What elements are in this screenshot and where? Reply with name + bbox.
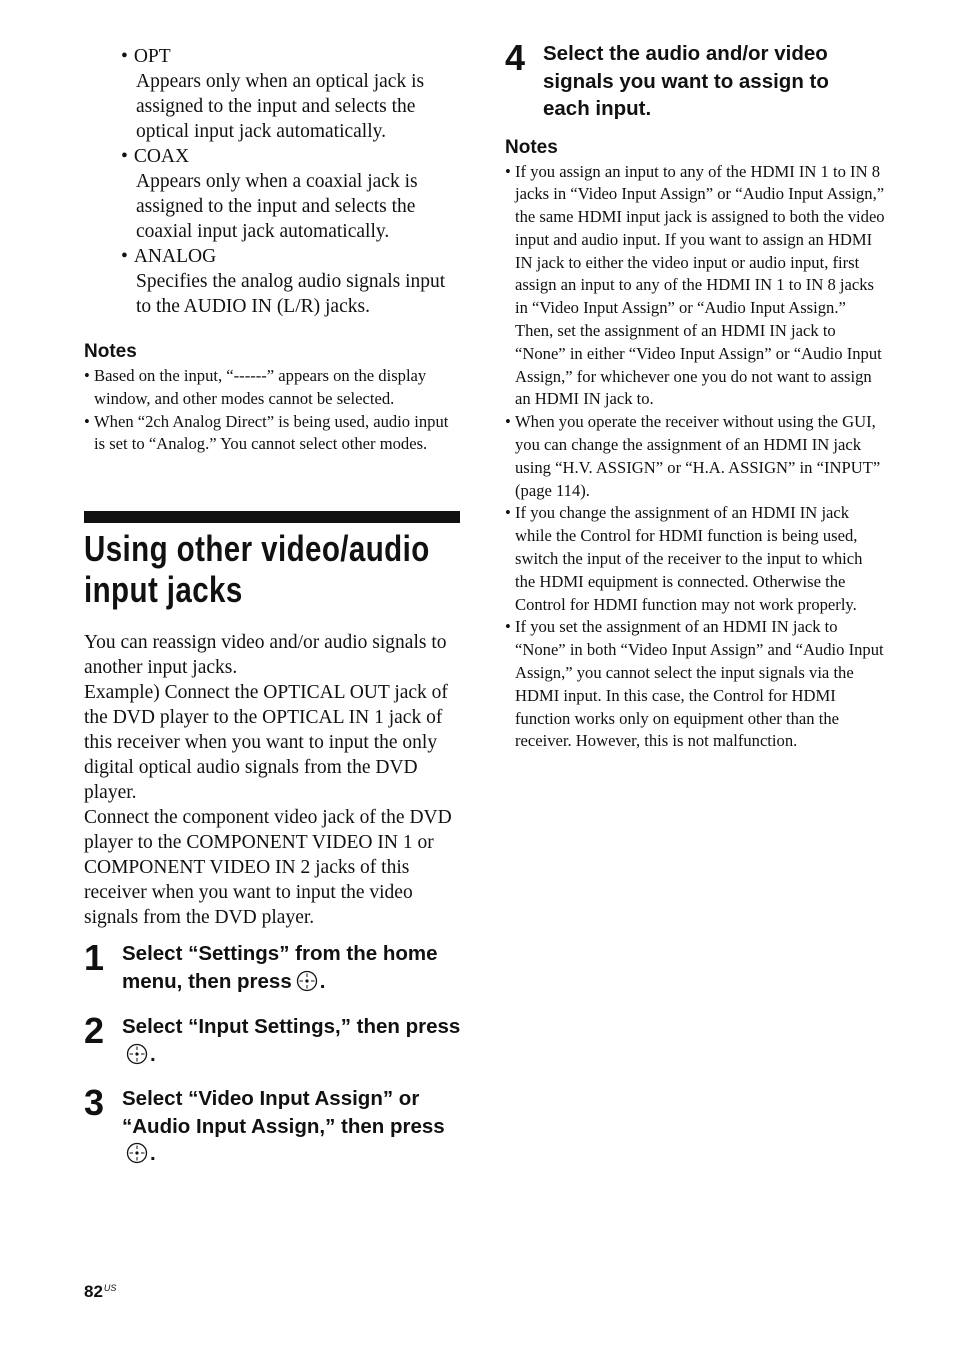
note-item: • If you assign an input to any of the HDMI IN 1 to IN 8 jacks in “Video Input Assign” or “Audio Input Assign,” the same HDMI input jack is assigned to both the video input and audio input. If you want to assign an HDMI IN jack to either the video input or audio input, first assign an input to any of the HDMI IN 1 to IN 8 jacks in “Video Input Assign” or “Audio Input Assign.” Then, set the assignment of an HDMI IN jack to “None” in either “Video Input Assign” or “Audio Input Assign,” for whichever one you do not want to assign an HDMI IN jack to. (505, 161, 885, 412)
note-item: • When “2ch Analog Direct” is being used, audio input is set to “Analog.” You cannot select other modes. (84, 411, 462, 457)
step-1 (84, 937, 464, 995)
notes-heading: Notes (505, 136, 558, 158)
left-column (84, 44, 462, 456)
input-mode-name: • OPT (121, 44, 447, 69)
input-mode-item (121, 244, 462, 319)
input-mode-description: Specifies the analog audio signals input to the AUDIO IN (L/R) jacks. (136, 271, 446, 317)
enter-button-icon (296, 970, 318, 992)
page-number (84, 1282, 116, 1302)
step-number: 1 (84, 937, 105, 978)
note-item: • If you set the assignment of an HDMI IN jack to “None” in both “Video Input Assign” and “Audio Input Assign,” you cannot select the input signals via the HDMI input. In this case, the Control for HDMI function works only on equipment other than the receiver. However, this is not malfunction. (505, 616, 885, 753)
step-end-punct: . (319, 969, 326, 993)
step-number: 3 (84, 1082, 105, 1123)
notes-heading: Notes (84, 341, 137, 362)
step-end-punct: . (150, 1042, 156, 1066)
input-mode-name: • COAX (121, 144, 447, 169)
page-number-value: 82 (84, 1282, 103, 1301)
input-mode-name: • ANALOG (121, 244, 447, 269)
input-mode-item (121, 44, 462, 144)
right-column (505, 37, 885, 753)
page-region: US (103, 1283, 117, 1293)
enter-button-icon (126, 1142, 148, 1164)
section-intro (84, 630, 462, 930)
intro-paragraph: Example) Connect the OPTICAL OUT jack of the DVD player to the OPTICAL IN 1 jack of this receiver when you want to input the only digital optical audio signals from the DVD player. (84, 682, 448, 803)
step-text: Select “Video Input Assign” or “Audio Input Assign,” then press (122, 1087, 445, 1138)
step-2 (84, 1010, 464, 1068)
step-text: Select “Settings” from the home menu, then press (122, 942, 438, 993)
input-mode-description: Appears only when a coaxial jack is assigned to the input and selects the coaxial input jack automatically. (136, 171, 418, 242)
notes-list (84, 365, 462, 456)
intro-paragraph: Connect the component video jack of the DVD player to the COMPONENT VIDEO IN 1 or COMPONENT VIDEO IN 2 jacks of this receiver when you want to input the video signals from the DVD player. (84, 807, 452, 928)
step-end-punct: . (150, 1142, 156, 1165)
note-item: • When you operate the receiver without using the GUI, you can change the assignment of an HDMI IN jack using “H.V. ASSIGN” or “H.A. ASSIGN” in “INPUT” (page 114). (505, 411, 885, 502)
enter-button-icon (126, 1043, 148, 1065)
section-title: Using other video/audio input jacks (84, 528, 430, 610)
input-mode-item (121, 144, 462, 244)
step-3 (84, 1082, 464, 1168)
input-mode-description: Appears only when an optical jack is assigned to the input and selects the optical input jack automatically. (136, 71, 425, 142)
step-text: Select “Input Settings,” then press (122, 1015, 461, 1038)
step-number: 2 (84, 1010, 105, 1051)
step-number: 4 (505, 37, 526, 78)
step-text: Select the audio and/or video signals you want to assign to each input. (543, 42, 829, 120)
step-4 (505, 37, 885, 123)
note-item: • Based on the input, “------” appears on the display window, and other modes cannot be selected. (84, 365, 462, 411)
note-item: • If you change the assignment of an HDMI IN jack while the Control for HDMI function is being used, switch the input of the receiver to the input to which the HDMI equipment is connected. Otherwise the Control for HDMI function may not work properly. (505, 502, 885, 616)
section-divider-bar (84, 511, 460, 523)
notes-list (505, 161, 885, 754)
intro-paragraph: You can reassign video and/or audio signals to another input jacks. (84, 632, 447, 678)
input-mode-list (121, 44, 462, 319)
